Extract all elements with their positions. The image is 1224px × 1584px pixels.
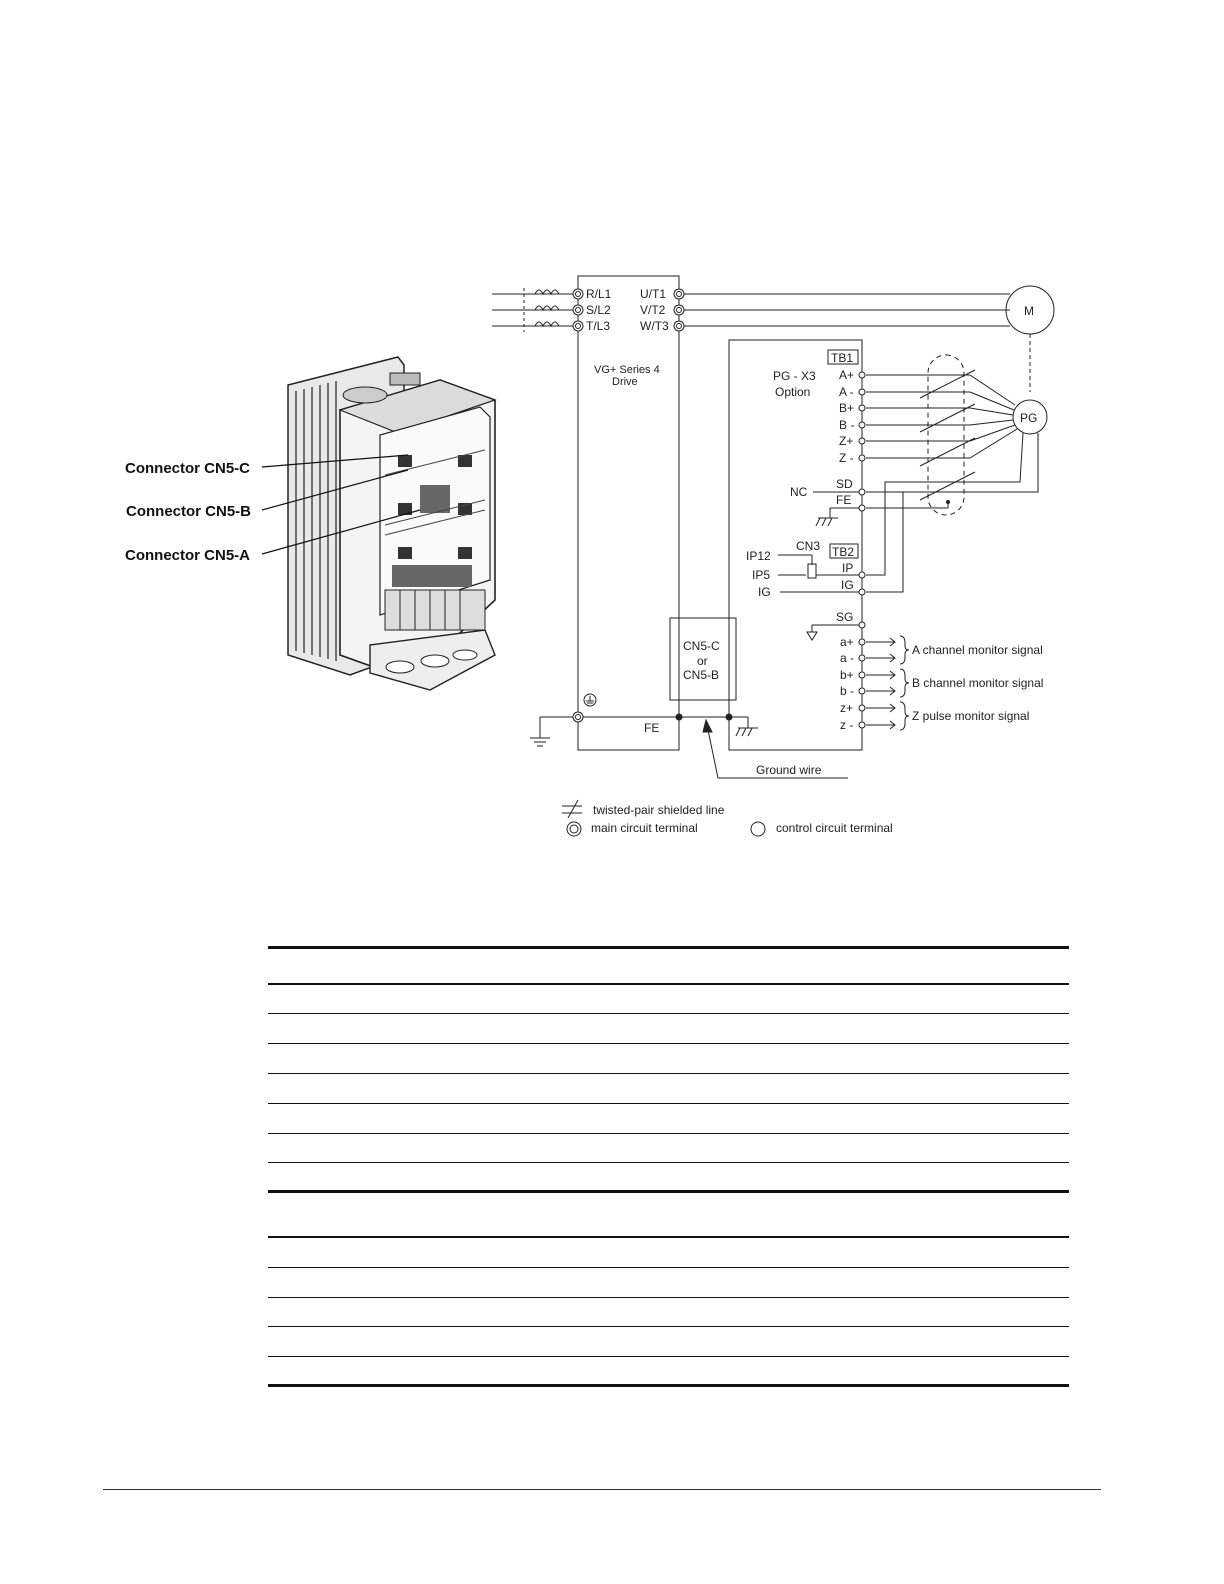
drive-label-line1: VG+ Series 4: [594, 364, 660, 376]
terminal-sl2: S/L2: [586, 303, 611, 317]
tb1-sd: SD: [836, 477, 853, 491]
fe-label: FE: [644, 721, 660, 735]
monitor-a-plus: a+: [840, 635, 854, 649]
monitor-a-text: A channel monitor signal: [912, 643, 1043, 657]
monitor-z-plus: z+: [840, 701, 854, 715]
tb2-ip: IP: [842, 561, 854, 575]
option-line2: Option: [775, 385, 811, 399]
connector-cn5b-label: Connector CN5-B: [126, 503, 252, 520]
terminal-vt2: V/T2: [640, 303, 666, 317]
legend-control-text: control circuit terminal: [776, 821, 893, 835]
monitor-b-text: B channel monitor signal: [912, 676, 1044, 690]
legend-twisted-text: twisted-pair shielded line: [593, 803, 725, 817]
ground-wire-label: Ground wire: [756, 763, 822, 777]
option-line1: PG - X3: [773, 369, 816, 383]
legend-main-text: main circuit terminal: [591, 821, 698, 835]
cn5-line3: CN5-B: [683, 668, 720, 682]
terminal-rl1: R/L1: [586, 287, 612, 301]
terminal-tl3: T/L3: [586, 319, 611, 333]
connector-cn5a-label: Connector CN5-A: [125, 547, 251, 564]
drive-label-line2: Drive: [612, 376, 638, 388]
monitor-b-minus: b -: [840, 684, 855, 698]
tb1-z-plus: Z+: [839, 434, 854, 448]
footer-rule: [103, 1489, 1101, 1490]
ip12-label: IP12: [746, 549, 771, 563]
cn3-label: CN3: [796, 539, 821, 553]
ig-input-label: IG: [758, 585, 771, 599]
pg-label: PG: [1020, 411, 1038, 425]
tb1-a-plus: A+: [839, 368, 855, 382]
connector-cn5c-label: Connector CN5-C: [125, 460, 251, 477]
terminal-ut1: U/T1: [640, 287, 667, 301]
motor-label: M: [1024, 304, 1034, 318]
tb2-ig: IG: [841, 578, 854, 592]
tb1-z-minus: Z -: [839, 451, 854, 465]
tb1-label: TB1: [831, 351, 854, 365]
terminal-wt3: W/T3: [640, 319, 669, 333]
ip5-label: IP5: [752, 568, 771, 582]
monitor-a-minus: a -: [840, 651, 855, 665]
tb2-label: TB2: [832, 545, 855, 559]
tb1-fe: FE: [836, 493, 852, 507]
sg-label: SG: [836, 610, 854, 624]
cn5-line1: CN5-C: [683, 639, 720, 653]
connector-leader-lines: [0, 0, 500, 600]
monitor-z-minus: z -: [840, 718, 854, 732]
tb1-b-plus: B+: [839, 401, 855, 415]
tb1-b-minus: B -: [839, 418, 855, 432]
monitor-z-text: Z pulse monitor signal: [912, 709, 1030, 723]
tb1-a-minus: A -: [839, 385, 854, 399]
nc-label: NC: [790, 485, 808, 499]
monitor-b-plus: b+: [840, 668, 854, 682]
wiring-diagram: [490, 270, 1070, 850]
cn5-line2: or: [697, 654, 708, 668]
